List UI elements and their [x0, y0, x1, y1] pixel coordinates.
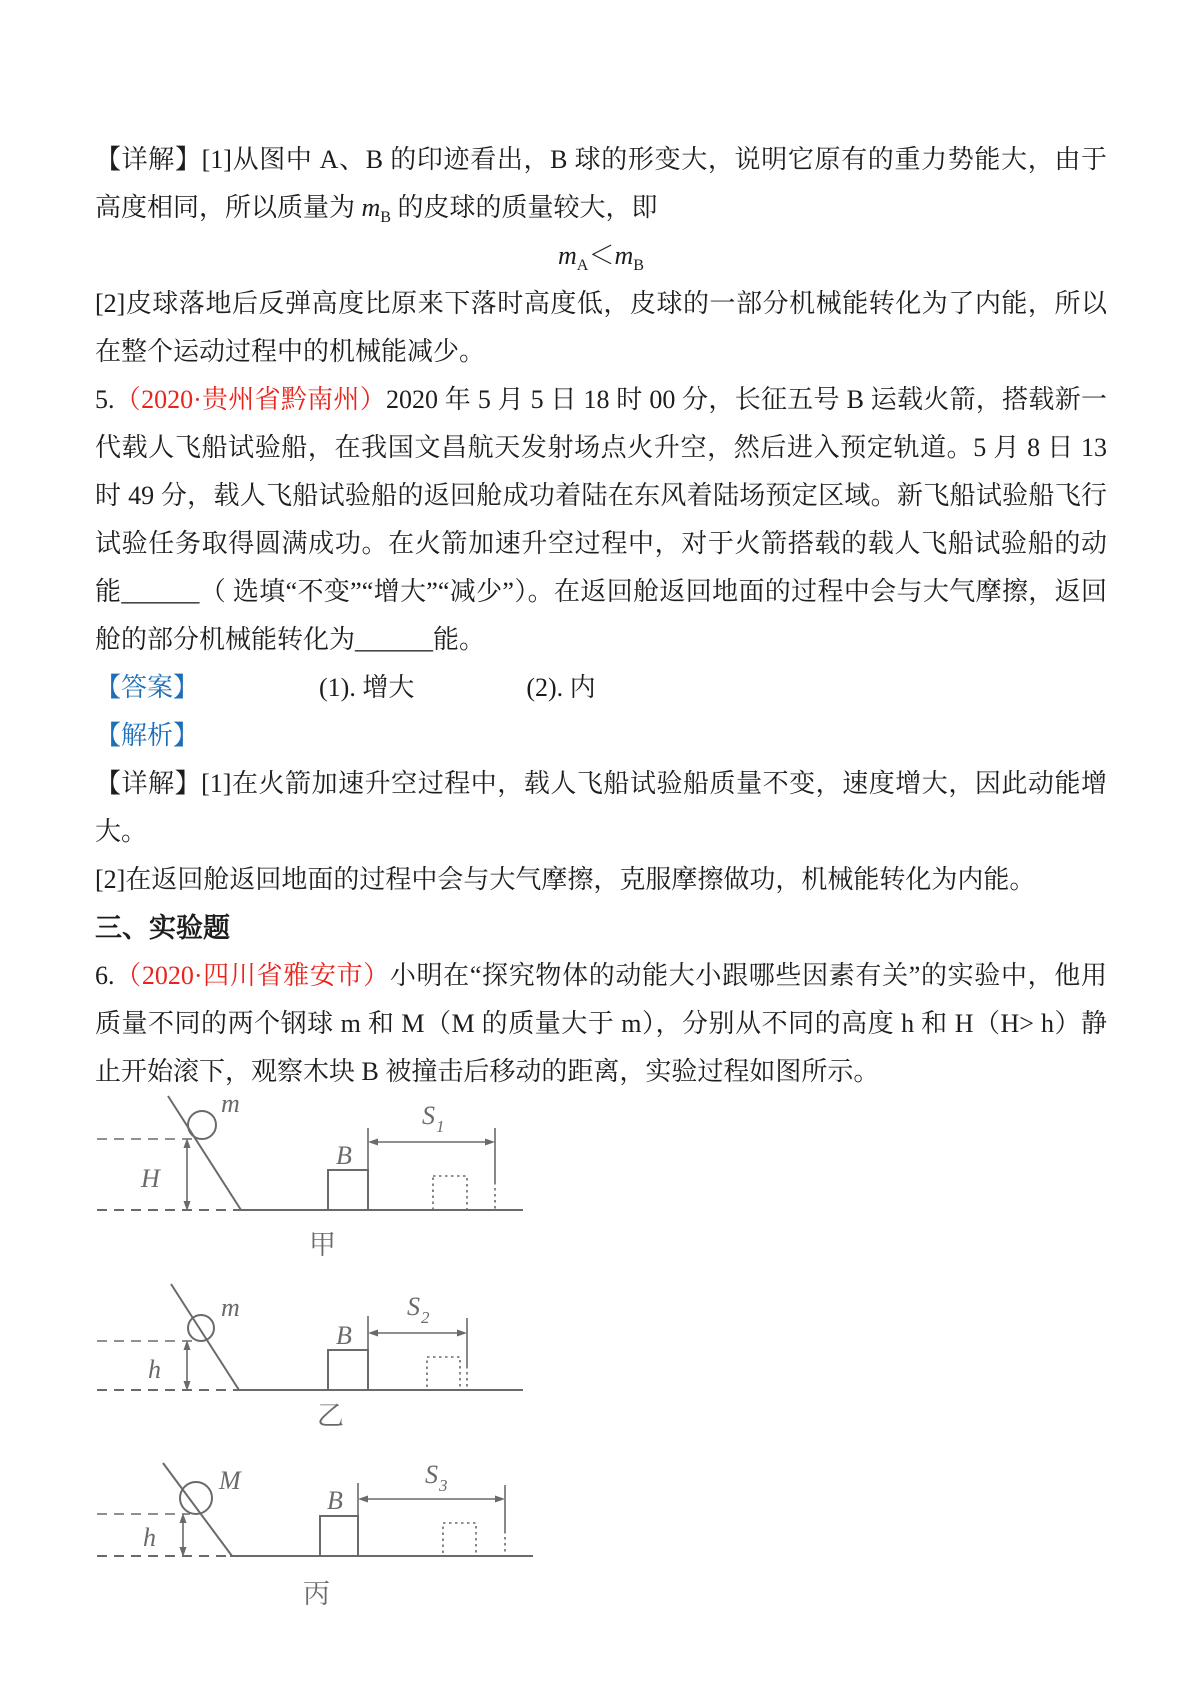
incline-diagram-jia — [95, 1082, 525, 1262]
question5-number: 5. — [95, 385, 115, 414]
height-label: H — [141, 1164, 160, 1193]
question6-stem — [95, 952, 1107, 1096]
block-label: B — [327, 1486, 343, 1515]
section-heading-experiments: 三、实验题 — [95, 913, 230, 943]
block — [320, 1516, 358, 1556]
distance-arrowhead-right — [495, 1496, 505, 1503]
distance-label: S — [422, 1101, 435, 1130]
distance-subscript: 3 — [439, 1476, 448, 1495]
incline-diagram-yi — [95, 1278, 525, 1430]
detail-label: 【详解】 — [95, 769, 202, 798]
formula-rhs-sub: B — [633, 257, 644, 275]
mass-comparison-formula — [95, 232, 1107, 280]
question5-body: 2020 年 5 月 5 日 18 时 00 分，长征五号 B 运载火箭，搭载新一代载人飞船试验船，在我国文昌航天发射场点火升空，然后进入预定轨道。5 月 8 日 13 时 49 分，载人飞船试验船的返回舱成功着陆在东风着陆场预定区域。新飞船试验船飞行试验任务取得圆满成功。在火箭加速升空过程中，对于火箭搭载的载人飞船试验船的动能______（ 选填“不变”“增大”“减少”）。在返回舱返回地面的过程中会与大气摩擦，返回舱的部分机械能转化为______能。 — [95, 385, 1107, 654]
question5-analysis-line — [95, 712, 1107, 760]
block-final-position-dotted — [443, 1523, 476, 1556]
ball-label: M — [219, 1466, 241, 1495]
q4-detail-paragraph — [95, 136, 1107, 232]
block-label: B — [336, 1321, 352, 1350]
ball — [188, 1315, 214, 1341]
formula-lhs-sub: A — [576, 257, 589, 275]
height-label: h — [143, 1523, 156, 1552]
formula-relation: ＜ — [588, 241, 615, 270]
block — [328, 1350, 368, 1390]
mass-variable-m: m — [361, 193, 381, 222]
ball — [180, 1482, 212, 1514]
analysis-label: 【解析】 — [95, 721, 200, 750]
experiment-figures — [95, 1082, 1107, 1625]
distance-subscript: 2 — [421, 1308, 430, 1327]
question6-number: 6. — [95, 961, 115, 990]
q4-detail-text-pre: [1]从图中 A、B 的印迹看出，B 球的形变大，说明它原有的重力势能大，由于高度相同，所以质量为 — [95, 145, 1107, 222]
answer-label: 【答案】 — [95, 673, 200, 702]
incline-diagram-bing — [95, 1461, 535, 1609]
distance-arrowhead-right — [457, 1330, 467, 1337]
distance-label: S — [425, 1461, 438, 1489]
figure-caption: 甲 — [309, 1230, 336, 1260]
question5-answer-line — [95, 664, 1107, 712]
block-final-position-dotted — [427, 1357, 460, 1390]
mass-subscript-b: B — [380, 209, 392, 227]
ball — [188, 1111, 216, 1139]
figure-yi — [95, 1278, 1107, 1446]
figure-bing — [95, 1461, 1107, 1625]
distance-arrowhead-left — [368, 1139, 378, 1146]
distance-arrowhead-left — [358, 1496, 368, 1503]
block-final-position-dotted — [433, 1176, 467, 1210]
distance-subscript: 1 — [436, 1117, 445, 1136]
question5-detail-1: [1]在火箭加速升空过程中，载人飞船试验船质量不变，速度增大，因此动能增大。 — [95, 769, 1107, 846]
height-label: h — [148, 1355, 161, 1384]
q4-detail-paragraph-2: [2]皮球落地后反弹高度比原来下落时高度低，皮球的一部分机械能转化为了内能，所以在整个运动过程中的机械能减少。 — [95, 289, 1107, 366]
distance-arrowhead-right — [485, 1139, 495, 1146]
question5-detail-paragraph-1 — [95, 760, 1107, 856]
formula-lhs: m — [558, 241, 577, 270]
distance-arrowhead-left — [368, 1330, 378, 1337]
ball-label: m — [221, 1089, 240, 1118]
block — [328, 1170, 368, 1210]
question5-stem — [95, 376, 1107, 664]
answer-item-1: (1). 增大 — [319, 673, 415, 702]
detail-label: 【详解】 — [95, 145, 202, 174]
distance-label: S — [407, 1292, 420, 1321]
figure-caption: 丙 — [303, 1579, 330, 1609]
question6-body: 小明在“探究物体的动能大小跟哪些因素有关”的实验中，他用质量不同的两个钢球 m 和 M（M 的质量大于 m），分别从不同的高度 h 和 H（H> h）静止开始滚下，观察木块 B 被撞击后移动的距离，实验过程如图所示。 — [95, 961, 1107, 1086]
figure-caption: 乙 — [317, 1401, 344, 1430]
question5-detail-paragraph-2: [2]在返回舱返回地面的过程中会与大气摩擦，克服摩擦做功，机械能转化为内能。 — [95, 865, 1036, 894]
question5-source: （2020·贵州省黔南州） — [114, 385, 386, 414]
answer-item-2: (2). 内 — [526, 673, 596, 702]
formula-rhs: m — [614, 241, 634, 270]
ball-label: m — [221, 1293, 240, 1322]
question6-source: （2020·四川省雅安市） — [114, 961, 390, 990]
block-label: B — [336, 1141, 352, 1170]
figure-jia — [95, 1082, 1107, 1278]
q4-detail-text-post: 的皮球的质量较大，即 — [391, 193, 658, 222]
